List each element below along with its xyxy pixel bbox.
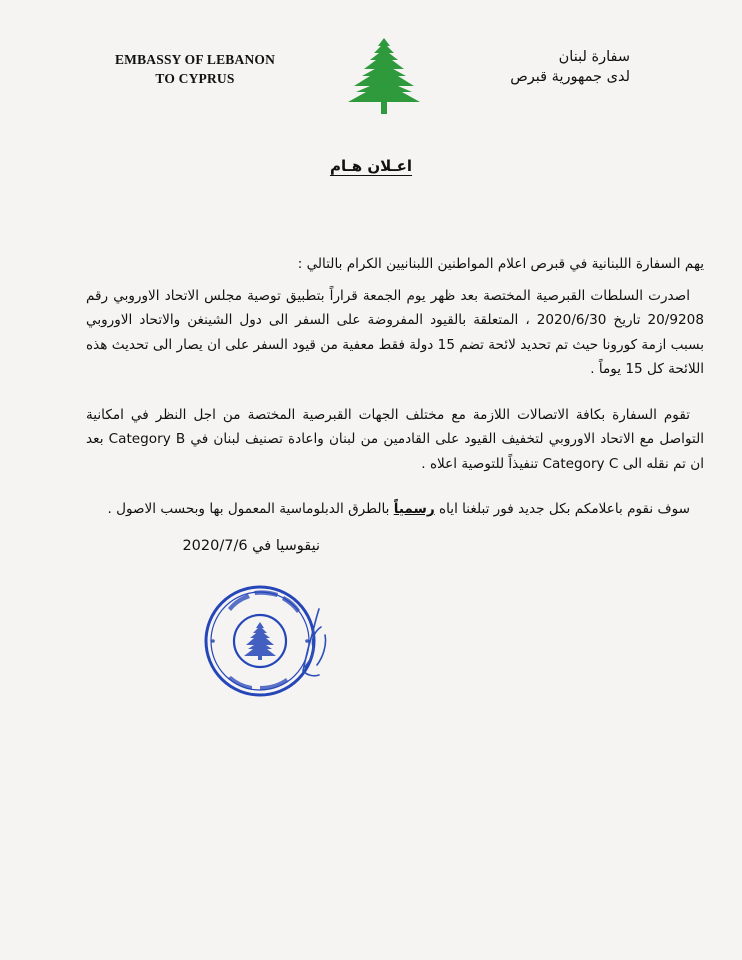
cedar-tree-icon [346, 36, 422, 116]
announcement-title [0, 157, 742, 175]
embassy-name-line2: TO CYPRUS [155, 71, 235, 86]
handwritten-signature [285, 605, 335, 685]
paragraph-3 [86, 497, 704, 522]
paragraph-2: تقوم السفارة بكافة الاتصالات اللازمة مع مختلف الجهات القبرصية المختصة من اجل النظر في امكانية التواصل مع الاتحاد الاوروبي لتخفيف القيود على القادمين من لبنان واعادة تصنيف لبنان في Category B بعد ان تم نقله الى Category C تنفيذاً للتوصية اعلاه . [86, 406, 704, 472]
paragraph-3-end: بالطرق الدبلوماسية المعمول بها وبحسب الاصول . [107, 501, 394, 517]
date-line: نيقوسيا في 2020/7/6 [182, 538, 320, 554]
announcement-body [86, 252, 704, 522]
paragraph-3-start: سوف نقوم باعلامكم بكل جديد فور تبلغنا اياه [434, 501, 690, 517]
embassy-name-line1: EMBASSY OF LEBANON [114, 52, 276, 67]
embassy-name-arabic [480, 47, 630, 87]
announcement-title-text: اعـلان هـام [329, 157, 413, 175]
embassy-name-arabic-line2: لدى جمهورية قبرص [510, 69, 630, 85]
intro-paragraph: يهم السفارة اللبنانية في قبرص اعلام المواطنين اللبنانيين الكرام بالتالي : [297, 256, 704, 272]
embassy-name-arabic-line1: سفارة لبنان [558, 49, 630, 65]
paragraph-1: اصدرت السلطات القبرصية المختصة بعد ظهر يوم الجمعة قراراً بتطبيق توصية مجلس الاتحاد الاوروبي رقم 20/9208 تاريخ 2020/6/30 ، المتعلقة بالقيود المفروضة على السفر الى دول الشينغن والاتحاد الاوروبي بسبب ازمة كورونا حيث تم تحديد لائحة تضم 15 دولة فقط معفية من قيود السفر على ان يصار الى تحديث هذه اللائحة كل 15 يوماً . [86, 287, 704, 377]
embassy-name-english [100, 50, 290, 88]
paragraph-3-emphasis: رسمياً [393, 501, 435, 517]
